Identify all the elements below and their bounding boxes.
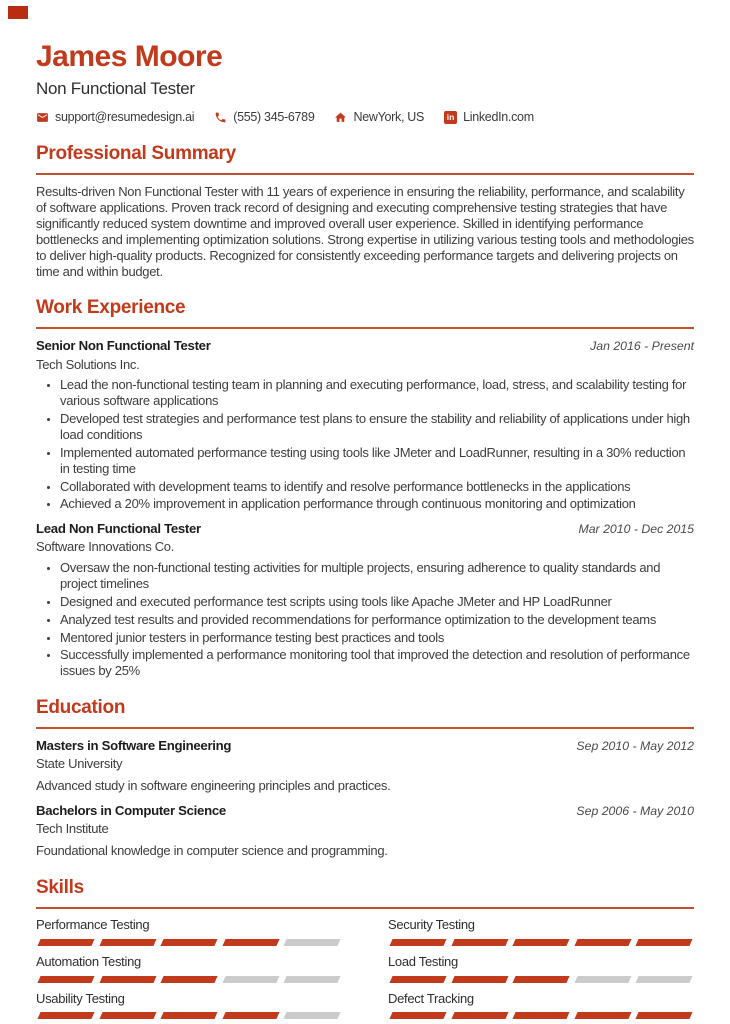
- skill-name: Defect Tracking: [388, 990, 474, 1006]
- skill-item: [388, 991, 694, 1020]
- job-bullet: • Analyzed test results and provided recommendations for performance optimization to the development teams: [60, 612, 694, 628]
- contact-phone-text: (555) 345-6789: [233, 110, 315, 124]
- education-entry: [36, 803, 694, 859]
- skill-segment-filled: [636, 939, 693, 946]
- section-education: [36, 697, 694, 859]
- job-bullet: • Successfully implemented a performance monitoring tool that improved the detection and resolution of performance issues by 25%: [60, 647, 694, 679]
- skill-segment-filled: [513, 939, 570, 946]
- skill-segment-empty: [284, 1012, 341, 1019]
- job-dates: Mar 2010 - Dec 2015: [578, 522, 694, 537]
- education-heading: Education: [36, 697, 694, 729]
- phone-icon: [214, 111, 227, 124]
- skill-segment-filled: [636, 1012, 693, 1019]
- section-skills: [36, 877, 694, 1020]
- skill-segment-filled: [37, 976, 94, 983]
- resume-header: [36, 40, 694, 125]
- contact-linkedin[interactable]: [444, 110, 534, 125]
- skill-segment-filled: [389, 1012, 446, 1019]
- contact-phone[interactable]: [214, 110, 314, 125]
- skill-segment-filled: [161, 939, 218, 946]
- linkedin-icon: in: [444, 111, 457, 124]
- candidate-name: James Moore: [36, 40, 223, 73]
- job-title: Lead Non Functional Tester: [36, 521, 201, 537]
- skill-level-bar: [36, 1012, 342, 1019]
- contact-location: [334, 110, 424, 125]
- skill-name: Automation Testing: [36, 953, 141, 969]
- skill-segment-filled: [99, 976, 156, 983]
- education-description: Foundational knowledge in computer science and programming.: [36, 842, 388, 858]
- skill-name: Usability Testing: [36, 990, 125, 1006]
- skill-segment-filled: [161, 976, 218, 983]
- education-dates: Sep 2010 - May 2012: [576, 739, 694, 754]
- skill-name: Security Testing: [388, 916, 475, 932]
- job-entry: [36, 338, 694, 512]
- summary-heading: Professional Summary: [36, 143, 694, 175]
- education-entry-head: [36, 738, 694, 754]
- skill-level-bar: [388, 976, 694, 983]
- job-bullet: • Collaborated with development teams to identify and resolve performance bottlenecks in the applications: [60, 479, 694, 495]
- skill-segment-filled: [99, 1012, 156, 1019]
- job-bullet: • Mentored junior testers in performance testing best practices and tools: [60, 630, 694, 646]
- skill-name: Performance Testing: [36, 916, 150, 932]
- skill-name: Load Testing: [388, 953, 458, 969]
- skill-segment-filled: [222, 1012, 279, 1019]
- skill-segment-empty: [574, 976, 631, 983]
- contact-linkedin-text: LinkedIn.com: [463, 110, 534, 124]
- education-description: Advanced study in software engineering principles and practices.: [36, 778, 391, 794]
- degree-title: Masters in Software Engineering: [36, 738, 232, 754]
- job-bullet-list: [36, 377, 694, 512]
- home-icon: [334, 111, 347, 124]
- job-company: Tech Solutions Inc.: [36, 356, 140, 372]
- job-bullet-list: [36, 560, 694, 679]
- page-corner-marker: [8, 6, 28, 19]
- skill-segment-filled: [37, 939, 94, 946]
- skill-segment-filled: [37, 1012, 94, 1019]
- skill-segment-filled: [161, 1012, 218, 1019]
- job-bullet: • Designed and executed performance test scripts using tools like Apache JMeter and HP LoadRunner: [60, 594, 694, 610]
- education-dates: Sep 2006 - May 2010: [576, 804, 694, 819]
- job-dates: Jan 2016 - Present: [590, 339, 694, 354]
- skill-segment-filled: [389, 939, 446, 946]
- skill-level-bar: [36, 939, 342, 946]
- school-name: State University: [36, 756, 123, 772]
- skill-level-bar: [388, 1012, 694, 1019]
- skill-item: [388, 917, 694, 946]
- skill-segment-empty: [284, 976, 341, 983]
- skill-segment-filled: [451, 976, 508, 983]
- job-title: Senior Non Functional Tester: [36, 338, 211, 354]
- contact-email[interactable]: [36, 110, 194, 125]
- candidate-title: Non Functional Tester: [36, 79, 195, 98]
- skills-heading: Skills: [36, 877, 694, 909]
- job-bullet: • Lead the non-functional testing team in planning and executing performance, load, stress, and scalability testing for various software applications: [60, 377, 694, 409]
- job-company: Software Innovations Co.: [36, 539, 175, 555]
- skill-segment-empty: [222, 976, 279, 983]
- job-entry-head: [36, 521, 694, 537]
- skill-segment-empty: [636, 976, 693, 983]
- section-professional-summary: [36, 143, 694, 279]
- email-icon: [36, 111, 49, 124]
- skill-segment-filled: [389, 976, 446, 983]
- job-bullet: • Implemented automated performance testing using tools like JMeter and LoadRunner, resulting in a 30% reduction in testing time: [60, 445, 694, 477]
- skill-level-bar: [388, 939, 694, 946]
- skill-item: [36, 991, 342, 1020]
- skill-segment-filled: [222, 939, 279, 946]
- skill-segment-filled: [99, 939, 156, 946]
- job-bullet: • Achieved a 20% improvement in application performance through continuous monitoring and optimization: [60, 496, 694, 512]
- skill-segment-filled: [513, 976, 570, 983]
- section-work-experience: [36, 297, 694, 679]
- skill-level-bar: [36, 976, 342, 983]
- skill-item: [388, 954, 694, 983]
- contact-email-text: support@resumedesign.ai: [55, 110, 195, 124]
- skill-segment-empty: [284, 939, 341, 946]
- skill-item: [36, 954, 342, 983]
- degree-title: Bachelors in Computer Science: [36, 803, 226, 819]
- job-bullet: • Developed test strategies and performance test plans to ensure the stability and reliability of applications under high load conditions: [60, 411, 694, 443]
- job-entry-head: [36, 338, 694, 354]
- education-entry: [36, 738, 694, 794]
- education-entry-head: [36, 803, 694, 819]
- school-name: Tech Institute: [36, 821, 109, 837]
- contact-row: [36, 110, 694, 125]
- skill-segment-filled: [513, 1012, 570, 1019]
- skill-segment-filled: [574, 939, 631, 946]
- job-entry: [36, 521, 694, 679]
- work-heading: Work Experience: [36, 297, 694, 329]
- skill-segment-filled: [451, 1012, 508, 1019]
- contact-location-text: NewYork, US: [353, 110, 425, 124]
- skills-grid: [36, 917, 694, 1020]
- skill-segment-filled: [451, 939, 508, 946]
- skill-item: [36, 917, 342, 946]
- job-bullet: • Oversaw the non-functional testing activities for multiple projects, ensuring adherence to quality standards and project timelines: [60, 560, 694, 592]
- skill-segment-filled: [574, 1012, 631, 1019]
- summary-text: Results-driven Non Functional Tester with 11 years of experience in ensuring the reliability, performance, and scalability of software applications. Proven track record of designing and executing comprehensive testing strategies that have significantly reduced system downtime and improved overall user experience. Skilled in identifying performance bottlenecks and implementing optimization solutions. Strong expertise in utilizing various testing tools and methodologies to deliver high-quality products. Recognized for consistently exceeding performance targets and delivering projects on time and within budget.: [36, 184, 694, 279]
